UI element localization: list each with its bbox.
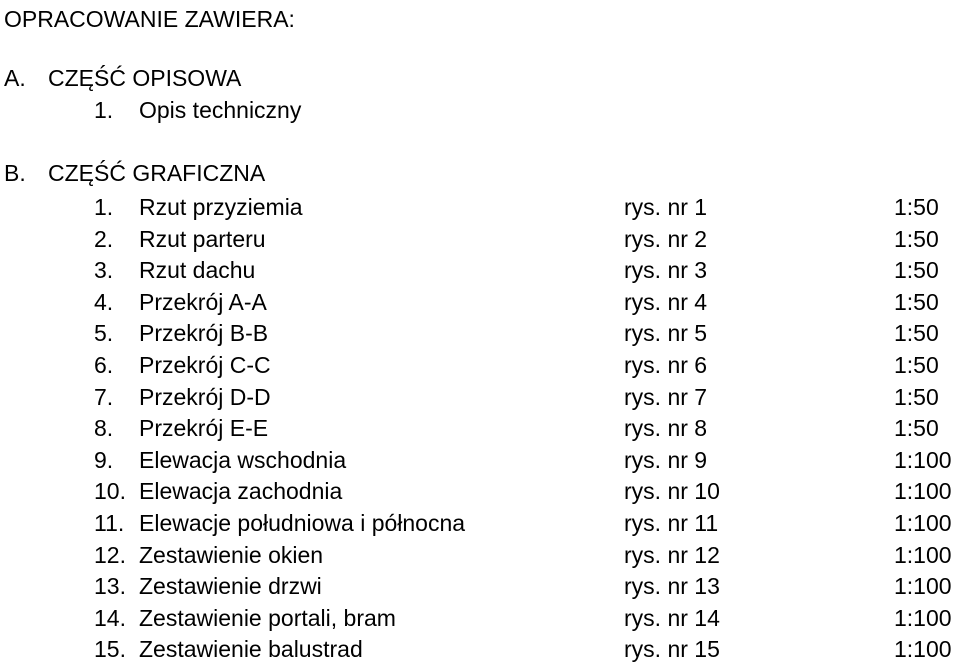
drawing-reference: rys. nr 14 xyxy=(624,604,720,631)
drawing-list-item xyxy=(0,320,960,352)
drawing-number: 15. xyxy=(94,636,126,663)
drawing-scale: 1:50 xyxy=(894,257,939,284)
drawing-name: Elewacje południowa i północna xyxy=(139,509,466,536)
drawing-reference: rys. nr 6 xyxy=(624,351,708,378)
drawing-scale: 1:100 xyxy=(894,636,952,663)
drawing-scale: 1:100 xyxy=(894,604,952,631)
drawing-name: Rzut przyziemia xyxy=(139,194,303,220)
drawing-number: 9. xyxy=(94,446,114,473)
drawing-reference: rys. nr 3 xyxy=(624,257,708,284)
drawing-scale: 1:100 xyxy=(894,541,952,568)
drawing-scale: 1:50 xyxy=(894,194,939,220)
drawing-reference: rys. nr 12 xyxy=(624,541,720,568)
drawing-scale: 1:100 xyxy=(894,478,952,505)
drawing-number: 14. xyxy=(94,604,126,631)
drawing-list-item xyxy=(0,194,960,226)
drawing-reference: rys. nr 2 xyxy=(624,225,708,252)
drawing-list-item xyxy=(0,257,960,289)
drawing-number: 5. xyxy=(94,320,114,347)
drawing-reference: rys. nr 9 xyxy=(624,446,708,473)
drawing-name: Rzut dachu xyxy=(139,257,256,284)
drawing-list-item xyxy=(0,226,960,258)
drawing-reference: rys. nr 7 xyxy=(624,383,708,410)
drawing-number: 1. xyxy=(94,194,114,220)
section-a-letter: A. xyxy=(4,65,26,91)
drawing-name: Elewacja zachodnia xyxy=(139,478,343,505)
drawing-name: Zestawienie balustrad xyxy=(139,636,363,663)
drawing-scale: 1:50 xyxy=(894,320,939,347)
drawing-number: 6. xyxy=(94,351,114,378)
drawing-scale: 1:100 xyxy=(894,573,952,600)
drawing-scale: 1:50 xyxy=(894,225,939,252)
drawing-list-item xyxy=(0,605,960,637)
drawing-reference: rys. nr 10 xyxy=(624,478,720,505)
drawing-reference: rys. nr 11 xyxy=(624,509,719,536)
section-b-letter: B. xyxy=(4,160,26,186)
drawing-name: Przekrój C-C xyxy=(139,351,271,378)
drawing-number: 8. xyxy=(94,415,114,442)
drawing-number: 13. xyxy=(94,573,126,600)
section-b-header xyxy=(4,162,265,185)
drawing-number: 11. xyxy=(94,509,125,536)
drawing-list-item xyxy=(0,384,960,416)
drawing-list-item xyxy=(0,636,960,668)
drawing-scale: 1:50 xyxy=(894,415,939,442)
section-a-item-name: Opis techniczny xyxy=(139,97,302,123)
drawing-name: Przekrój B-B xyxy=(139,320,269,347)
drawing-scale: 1:100 xyxy=(894,509,952,536)
drawing-list-item xyxy=(0,415,960,447)
drawing-reference: rys. nr 8 xyxy=(624,415,708,442)
drawing-name: Przekrój A-A xyxy=(139,288,267,315)
section-a-item xyxy=(94,99,301,122)
drawing-scale: 1:50 xyxy=(894,351,939,378)
drawing-number: 10. xyxy=(94,478,126,505)
drawing-scale: 1:50 xyxy=(894,383,939,410)
drawing-list-item xyxy=(0,289,960,321)
drawing-number: 2. xyxy=(94,225,114,252)
section-a-title: CZĘŚĆ OPISOWA xyxy=(48,65,242,91)
drawing-list-item xyxy=(0,352,960,384)
drawing-name: Zestawienie okien xyxy=(139,541,324,568)
drawing-number: 3. xyxy=(94,257,114,284)
section-a-item-number: 1. xyxy=(94,97,114,123)
drawing-name: Przekrój E-E xyxy=(139,415,269,442)
drawing-number: 7. xyxy=(94,383,114,410)
drawing-name: Przekrój D-D xyxy=(139,383,271,410)
drawing-reference: rys. nr 15 xyxy=(624,636,720,663)
drawing-list-item xyxy=(0,510,960,542)
drawing-name: Elewacja wschodnia xyxy=(139,446,347,473)
document-heading: OPRACOWANIE ZAWIERA: xyxy=(4,6,295,32)
drawing-reference: rys. nr 1 xyxy=(624,194,708,220)
drawing-list-item xyxy=(0,542,960,574)
drawing-list-item xyxy=(0,573,960,605)
drawing-list xyxy=(0,194,960,668)
drawing-number: 12. xyxy=(94,541,126,568)
drawing-scale: 1:100 xyxy=(894,446,952,473)
drawing-list-item xyxy=(0,478,960,510)
drawing-name: Zestawienie portali, bram xyxy=(139,604,396,631)
drawing-number: 4. xyxy=(94,288,114,315)
section-b-title: CZĘŚĆ GRAFICZNA xyxy=(48,160,266,186)
drawing-name: Zestawienie drzwi xyxy=(139,573,322,600)
drawing-reference: rys. nr 13 xyxy=(624,573,720,600)
drawing-reference: rys. nr 4 xyxy=(624,288,708,315)
drawing-reference: rys. nr 5 xyxy=(624,320,708,347)
drawing-name: Rzut parteru xyxy=(139,225,266,252)
section-a-header xyxy=(4,67,241,90)
drawing-list-item xyxy=(0,447,960,479)
drawing-scale: 1:50 xyxy=(894,288,939,315)
